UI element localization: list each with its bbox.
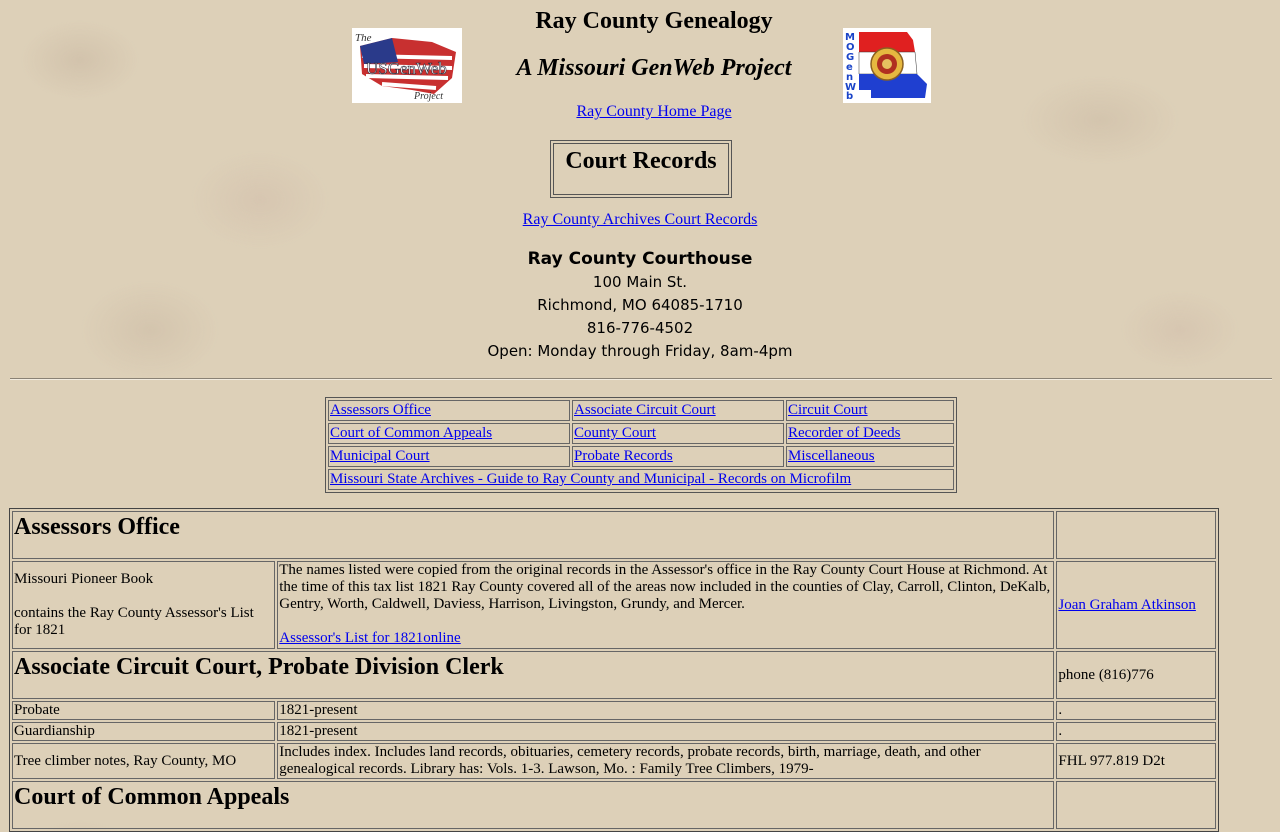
courthouse-phone: 816-776-4502 <box>586 319 694 337</box>
section-heading-assessors: Assessors Office <box>12 511 1054 559</box>
page-title: Court Records <box>553 143 729 195</box>
section-phone: phone (816)776 <box>1056 651 1216 699</box>
section-header-row <box>12 651 1216 699</box>
svg-text:O: O <box>846 42 855 53</box>
table-row <box>12 743 1216 779</box>
record-name: Probate <box>12 701 275 720</box>
courthouse-info <box>0 248 1280 363</box>
archives-court-records-link[interactable]: Ray County Archives Court Records <box>522 211 758 228</box>
nav-court-of-common-appeals[interactable]: Court of Common Appeals <box>330 425 493 441</box>
courthouse-city: Richmond, MO 64085-1710 <box>537 296 743 314</box>
section-header-row <box>12 781 1216 829</box>
record-ref: . <box>1056 722 1216 741</box>
nav-county-court[interactable]: County Court <box>574 425 657 441</box>
nav-missouri-state-archives[interactable]: Missouri State Archives - Guide to Ray County and Municipal - Records on Microfilm <box>330 471 852 487</box>
page-header <box>0 0 1280 130</box>
nav-probate-records[interactable]: Probate Records <box>574 448 673 464</box>
assessors-list-link[interactable]: Assessor's List for 1821online <box>279 630 461 646</box>
empty-cell <box>1056 781 1216 829</box>
svg-text:USGenWeb: USGenWeb <box>366 59 447 78</box>
nav-miscellaneous[interactable]: Miscellaneous <box>788 448 875 464</box>
record-ref: FHL 977.819 D2t <box>1056 743 1216 779</box>
courthouse-hours: Open: Monday through Friday, 8am-4pm <box>487 342 793 360</box>
nav-assessors-office[interactable]: Assessors Office <box>330 402 431 418</box>
mogenweb-logo[interactable] <box>843 28 931 103</box>
record-description: The names listed were copied from the original records in the Assessor's office in the Ray County Court House at Richmond. At the time of this tax list 1821 Ray County covered all of the areas now included in the counties of Clay, Carroll, Clinton, DeKalb, Gentry, Worth, Caldwell, Daviess, Harrison, Livingston, Grundy, and Mercer. <box>279 562 1051 612</box>
svg-text:G: G <box>846 52 855 63</box>
record-description-cell <box>277 561 1054 649</box>
contact-link[interactable]: Joan Graham Atkinson <box>1058 596 1196 613</box>
svg-text:n: n <box>846 72 854 83</box>
table-row <box>12 701 1216 720</box>
record-name: Tree climber notes, Ray County, MO <box>12 743 275 779</box>
nav-recorder-of-deeds[interactable]: Recorder of Deeds <box>788 425 901 441</box>
svg-text:The: The <box>355 32 372 44</box>
record-contact-cell <box>1056 561 1216 649</box>
courthouse-street: 100 Main St. <box>592 273 688 291</box>
section-heading-associate: Associate Circuit Court, Probate Division Clerk <box>12 651 1054 699</box>
horizontal-divider <box>10 378 1272 380</box>
page-title-box <box>550 140 732 198</box>
records-table <box>9 508 1219 832</box>
home-page-link[interactable]: Ray County Home Page <box>576 103 732 120</box>
nav-associate-circuit-court[interactable]: Associate Circuit Court <box>574 402 716 418</box>
svg-text:W: W <box>845 82 857 93</box>
site-subtitle: A Missouri GenWeb Project <box>516 55 792 81</box>
section-nav-table <box>325 397 957 493</box>
table-row <box>12 722 1216 741</box>
svg-text:b: b <box>846 91 854 102</box>
record-name: Guardianship <box>12 722 275 741</box>
nav-municipal-court[interactable]: Municipal Court <box>330 448 430 464</box>
table-row <box>12 561 1216 649</box>
record-detail: 1821-present <box>277 701 1054 720</box>
svg-text:Project: Project <box>414 91 444 102</box>
empty-cell <box>1056 511 1216 559</box>
svg-text:M: M <box>845 32 855 43</box>
section-header-row <box>12 511 1216 559</box>
svg-text:e: e <box>846 62 853 73</box>
courthouse-name: Ray County Courthouse <box>527 249 753 269</box>
site-title: Ray County Genealogy <box>535 8 773 34</box>
record-name-cell <box>12 561 275 649</box>
record-detail: Includes index. Includes land records, obituaries, cemetery records, probate records, birth, marriage, death, and other genealogical records. Library has: Vols. 1-3. Lawson, Mo. : Family Tree Climbers, 1979- <box>277 743 1054 779</box>
section-heading-common-appeals: Court of Common Appeals <box>12 781 1054 829</box>
nav-circuit-court[interactable]: Circuit Court <box>788 402 868 418</box>
record-title: Missouri Pioneer Book <box>14 571 154 587</box>
record-detail: 1821-present <box>277 722 1054 741</box>
record-subtitle: contains the Ray County Assessor's List for 1821 <box>14 605 254 638</box>
record-ref: . <box>1056 701 1216 720</box>
